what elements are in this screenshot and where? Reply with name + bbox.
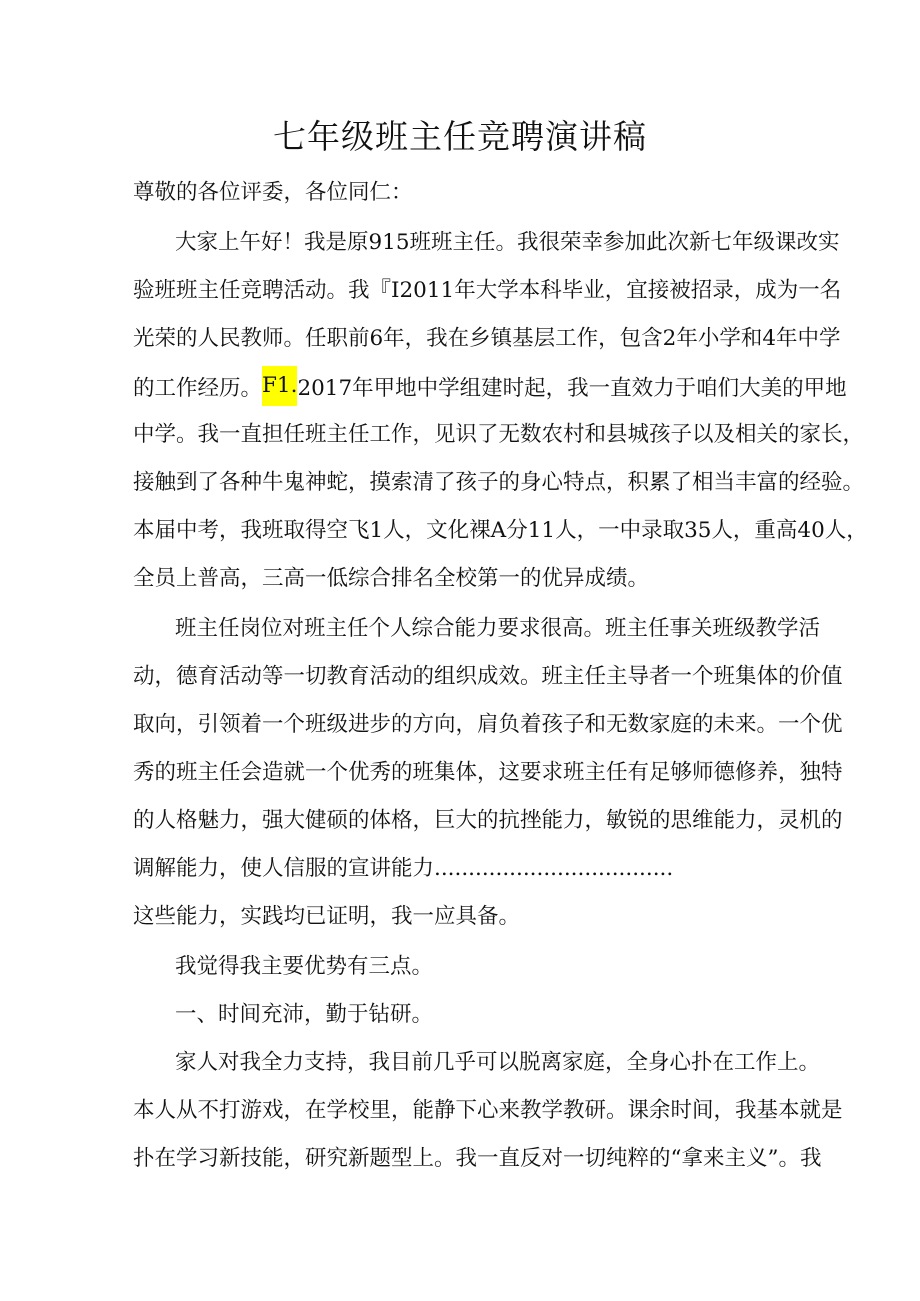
paragraph-line: 中学。我一直担任班主任工作，见识了无数农村和县城孩子以及相关的家长，	[133, 422, 865, 447]
paragraph-text: 2017年甲地中学组建时起，我一直效力于咱们大美的甲地	[297, 376, 847, 401]
paragraph-line: 家人对我全力支持，我目前几乎可以脱离家庭，全身心扑在工作上。	[175, 1050, 821, 1075]
paragraph-line: 调解能力，使人信服的宣讲能力...................................	[133, 856, 674, 881]
paragraph-line: 本人从不打游戏，在学校里，能静下心来教学教研。课余时间，我基本就是	[133, 1098, 843, 1123]
paragraph-line: 动，德育活动等一切教育活动的组织成效。班主任主导者一个班集体的价值	[133, 664, 843, 689]
paragraph-line: 班主任岗位对班主任个人综合能力要求很高。班主任事关班级教学活	[175, 616, 821, 641]
paragraph-line: 秀的班主任会造就一个优秀的班集体，这要求班主任有足够师德修养，独特	[133, 760, 843, 785]
section-heading: 一、时间充沛，勤于钻研。	[175, 1002, 434, 1027]
paragraph-text: 的工作经历。	[133, 376, 263, 401]
paragraph-line-highlighted	[133, 372, 847, 406]
document-title: 七年级班主任竞聘演讲稿	[273, 117, 647, 156]
paragraph-line: 全员上普高，三高一低综合排名全校第一的优异成绩。	[133, 566, 650, 591]
paragraph-line: 的人格魅力，强大健硕的体格，巨大的抗挫能力，敏锐的思维能力，灵机的	[133, 808, 843, 833]
paragraph-line: 本届中考，我班取得空飞1人，文化裸A分11人，一中录取35人，重高40人，	[133, 518, 868, 543]
paragraph-line: 取向，引领着一个班级进步的方向，肩负着孩子和无数家庭的未来。一个优	[133, 712, 843, 737]
paragraph-line: 光荣的人民教师。任职前6年，我在乡镇基层工作，包含2年小学和4年中学	[133, 326, 841, 351]
paragraph-line: 我觉得我主要优势有三点。	[175, 954, 434, 979]
paragraph-line: 验班班主任竞聘活动。我『I2011年大学本科毕业，宜接被招录，成为一名	[133, 278, 842, 303]
paragraph-line: 大家上午好！我是原915班班主任。我很荣幸参加此次新七年级课改实	[175, 230, 840, 255]
paragraph-line: 接触到了各种牛鬼神蛇，摸索清了孩子的身心特点，积累了相当丰富的经验。	[133, 470, 865, 495]
paragraph-line: 扑在学习新技能，研究新题型上。我一直反对一切纯粹的“拿来主义”。我	[133, 1146, 822, 1171]
greeting-line: 尊敬的各位评委，各位同仁：	[133, 180, 413, 205]
highlighted-text: F1.	[262, 366, 297, 406]
paragraph-line: 这些能力，实践均已证明，我一应具备。	[133, 904, 521, 929]
